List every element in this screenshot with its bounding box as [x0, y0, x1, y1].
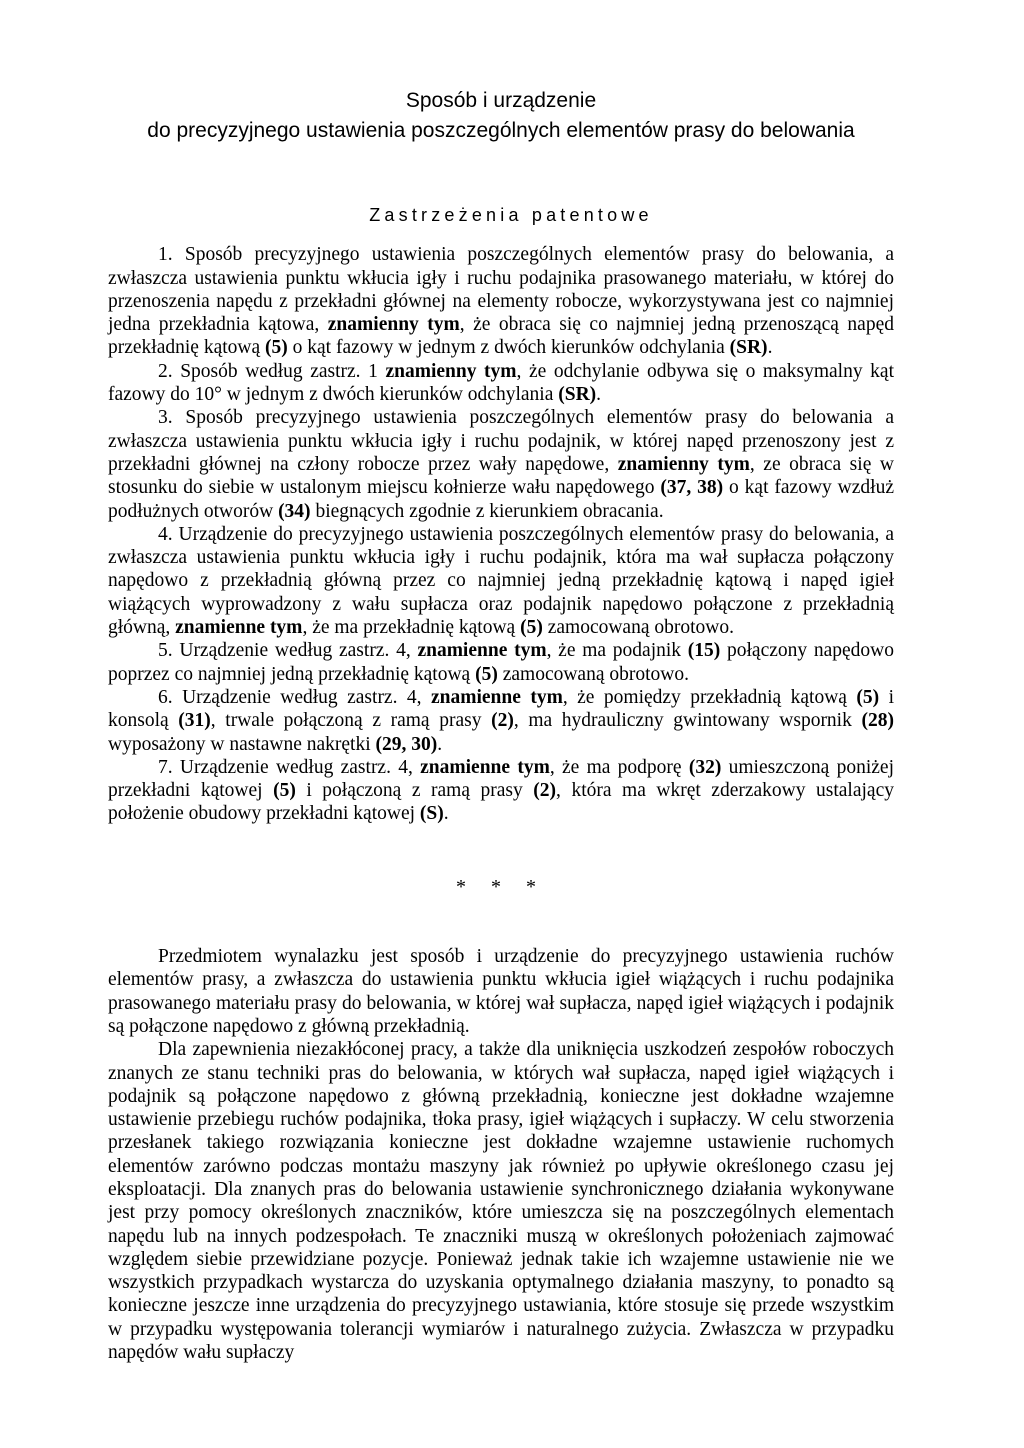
document-title — [108, 86, 894, 146]
claim-2 — [108, 360, 894, 407]
claim-number: 6. — [158, 686, 173, 708]
claim-text: , że ma przekładnię kątową — [302, 617, 521, 639]
reference-numeral: (29, 30) — [375, 733, 438, 755]
claim-text: Sposób precyzyjnego ustawienia poszczególnych elementów prasy do belowania a zwłaszcza ustawienia punktu wkłucia igły i ruchu podajnik, w której napęd przenoszony jest z przekładni głównej na człony robocze przez wały napędowe, — [108, 407, 894, 475]
claim-text: Urządzenie według zastrz. 4, — [172, 756, 421, 778]
claim-number: 5. — [158, 640, 173, 662]
claim-keyword: znamienne tym — [420, 756, 550, 778]
claim-text: . — [443, 803, 449, 825]
claim-text: zamocowaną obrotowo. — [542, 617, 734, 639]
reference-numeral: (32) — [688, 756, 722, 778]
claim-text: , ze obraca się w stosunku do siebie w ustalonym miejscu kołnierze wału napędowego — [108, 453, 894, 499]
claims-list — [108, 243, 894, 825]
claim-3 — [108, 406, 894, 522]
claim-7 — [108, 756, 894, 826]
claim-text: , że odchylanie odbywa się o maksymalny kąt fazowy do 10° w jednym z dwóch kierunków odchylania — [108, 360, 894, 406]
claim-text: wyposażony w nastawne nakrętki — [108, 733, 376, 755]
title-line-2: do precyzyjnego ustawienia poszczególnych elementów prasy do belowania — [147, 119, 855, 142]
claim-text: biegnących zgodnie z kierunkiem obracania. — [310, 500, 664, 522]
claim-keyword: znamienne tym — [175, 617, 303, 639]
claim-1 — [108, 243, 894, 359]
claim-keyword: znamienny tym — [327, 314, 460, 336]
claim-text: . — [596, 384, 602, 406]
claim-keyword: znamienne tym — [430, 686, 563, 708]
claim-text: Sposób precyzyjnego ustawienia poszczególnych elementów prasy do belowania, a zwłaszcza ustawienia punktu wkłucia igły i ruchu podajnika prasowanego materiału, w której do przenoszenia napędu z przekładni głównej na elementy robocze, wykorzystywana jest co najmniej jedna przekładnia kątowa, — [108, 244, 894, 336]
claim-text: . — [767, 337, 773, 359]
section-separator: * * * — [456, 875, 546, 898]
claim-text: . — [437, 733, 443, 755]
claim-number: 7. — [158, 756, 173, 778]
reference-numeral: (34) — [278, 500, 311, 522]
claim-6 — [108, 686, 894, 756]
claim-text: , trwale połączoną z ramą prasy — [210, 710, 492, 732]
claim-text: Urządzenie według zastrz. 4, — [172, 640, 418, 662]
description — [108, 945, 894, 1364]
claim-text: umieszczoną poniżej przekładni kątowej — [108, 756, 894, 802]
claim-number: 2. — [158, 360, 173, 382]
reference-numeral: (5) — [856, 686, 880, 708]
claim-number: 1. — [158, 244, 173, 266]
claim-4 — [108, 523, 894, 639]
reference-numeral: (SR) — [729, 337, 768, 359]
document-page — [108, 86, 894, 1364]
claim-text: Sposób według zastrz. 1 — [172, 360, 386, 382]
claim-5 — [108, 639, 894, 686]
reference-numeral: (5) — [273, 780, 296, 802]
reference-numeral: (37, 38) — [660, 477, 724, 499]
reference-numeral: (2) — [533, 780, 557, 802]
claim-text: zamocowaną obrotowo. — [497, 663, 689, 685]
reference-numeral: (SR) — [558, 384, 597, 406]
reference-numeral: (5) — [475, 663, 498, 685]
claim-text: , że pomiędzy przekładnią kątową — [562, 686, 857, 708]
reference-numeral: (S) — [419, 803, 444, 825]
description-paragraph-2: Dla zapewnienia niezakłóconej pracy, a także dla uniknięcia uszkodzeń zespołów roboczych znanych ze stanu techniki pras do belowania, w których wał supłacza, napęd igieł wiążących i podajnik są połączone napędowo z główną przekładnią, konieczne jest dokładne wzajemne ustawienie przebiegu ruchów podajnika, tłoka prasy, igieł wiążących i supłaczy. W celu stworzenia przesłanek takiego rozwiązania konieczne jest dokładne wzajemne ustawienie ruchomych elementów zarówno podczas montażu maszyny jak również po upływie określonego czasu jej eksploatacji. Dla znanych pras do belowania ustawienie synchronicznego działania wykonywane jest przy pomocy określonych znaczników, które umieszcza się na poszczególnych elementach napędu lub na innych podzespołach. Te znaczniki muszą w określonych położeniach zajmować względem siebie przewidziane pozycje. Ponieważ jednak takie ich wzajemne ustawienie nie we wszystkich przypadkach wystarcza do uzyskania optymalnego działania maszyny, to ponadto są konieczne jeszcze inne urządzenia do precyzyjnego ustawiania, które stosuje się przede wszystkim w przypadku występowania tolerancji wymiarów i naturalnego zużycia. Zwłaszcza w przypadku napędów wału supłaczy — [108, 1039, 894, 1364]
claim-text: , ma hydrauliczny gwintowany wspornik — [513, 710, 862, 732]
description-paragraph-1: Przedmiotem wynalazku jest sposób i urządzenie do precyzyjnego ustawienia ruchów elementów prasy, a zwłaszcza do ustawienia punktu wkłucia igieł wiążących i ruchu podajnika prasowanego materiału prasy do belowania, w której wał supłacza, napęd igieł wiążących i podajnik są połączone napędowo z główną przekładnią. — [108, 946, 894, 1037]
claim-text: , że ma podporę — [549, 756, 689, 778]
reference-numeral: (5) — [520, 617, 543, 639]
reference-numeral: (5) — [265, 337, 288, 359]
claim-text: o kąt fazowy w jednym z dwóch kierunków odchylania — [287, 337, 730, 359]
claim-text: o kąt fazowy wzdłuż podłużnych otworów — [108, 477, 894, 522]
claim-text: , że ma podajnik — [546, 640, 688, 662]
claim-text: Urządzenie do precyzyjnego ustawienia poszczególnych elementów prasy do belowania, a zwłaszcza ustawienia punktu wkłucia igły i ruchu podajnik, która ma wał supłacza połączony napędowo z przekładnią główną przez co najmniej jedną przekładnię kątową i napęd igieł wiążących wyprowadzony z wału supłacza oraz podajnik napędowo połączone z przekładnią główną, — [108, 523, 894, 639]
claim-number: 4. — [158, 523, 173, 545]
section-heading: Zastrzeżenia patentowe — [369, 205, 653, 225]
reference-numeral: (28) — [861, 710, 894, 732]
claim-text: połączony napędowo poprzez co najmniej jedną przekładnię kątową — [108, 640, 895, 685]
claim-keyword: znamienny tym — [617, 453, 750, 475]
title-line-1: Sposób i urządzenie — [405, 89, 597, 112]
claim-keyword: znamienny tym — [385, 360, 517, 382]
claim-text: , która ma wkręt zderzakowy ustalający położenie obudowy przekładni kątowej — [108, 780, 894, 825]
reference-numeral: (2) — [491, 710, 514, 732]
claim-number: 3. — [158, 407, 173, 429]
claim-text: Urządzenie według zastrz. 4, — [172, 686, 431, 708]
claim-text: i połączoną z ramą prasy — [295, 780, 534, 802]
claim-text: i konsolą — [108, 686, 895, 732]
claim-text: , że obraca się co najmniej jedną przenoszącą napęd przekładnię kątową — [108, 314, 894, 359]
reference-numeral: (15) — [687, 640, 721, 662]
reference-numeral: (31) — [178, 710, 211, 732]
claim-keyword: znamienne tym — [417, 640, 547, 662]
